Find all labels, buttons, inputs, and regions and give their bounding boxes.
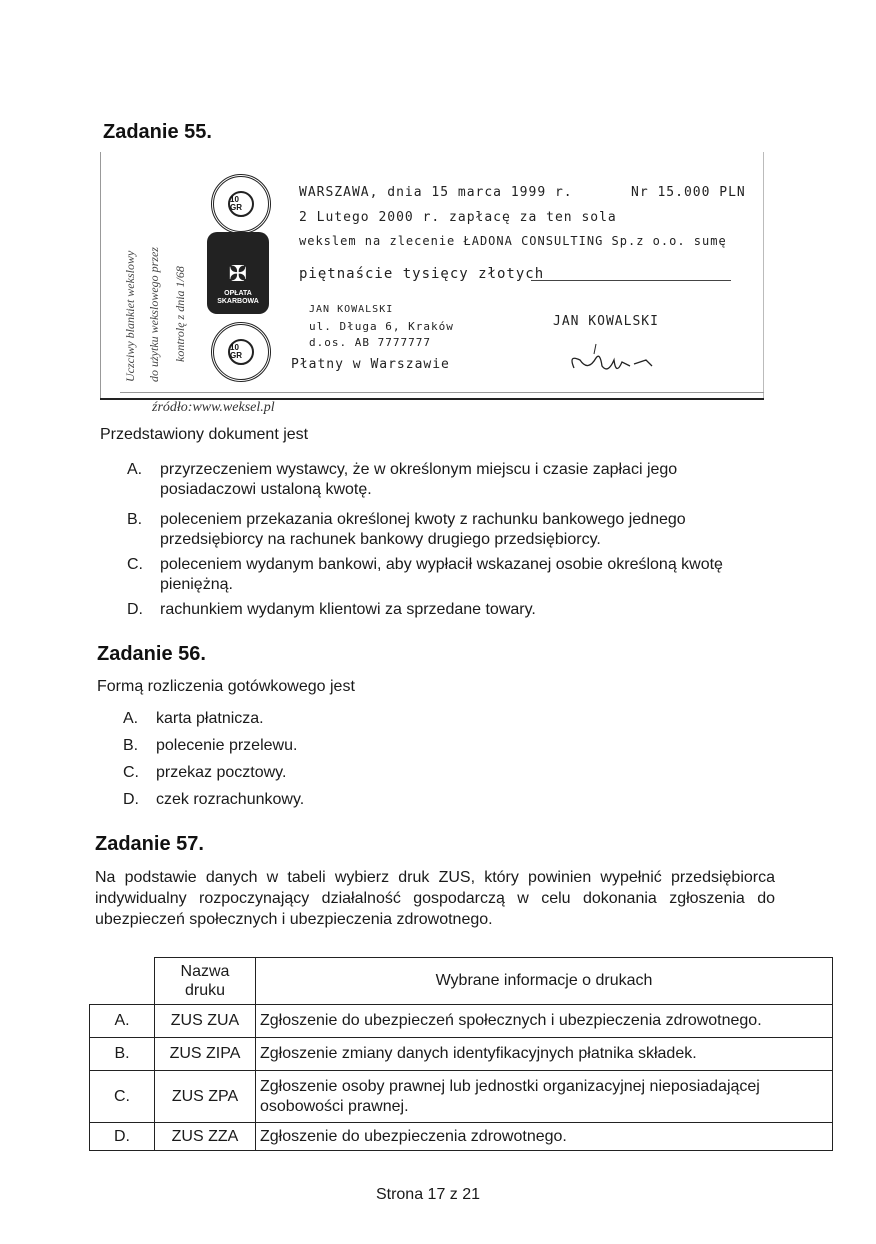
fee-stamp-top: 10 GR bbox=[211, 174, 271, 234]
row-letter: C. bbox=[90, 1071, 155, 1123]
task57-title: Zadanie 57. bbox=[95, 833, 204, 855]
cheque-vertical-text-3: kontrolę z dnia 1/68 bbox=[173, 266, 187, 362]
table-header-name: Nazwa druku bbox=[155, 958, 256, 1005]
payable-place: Płatny w Warszawie bbox=[291, 357, 450, 372]
cheque-vertical-text-1: Uczciwy blankiet wekslowy bbox=[123, 250, 137, 382]
eagle-icon: ✠ bbox=[228, 261, 248, 286]
page-number: Strona 17 z 21 bbox=[375, 1186, 481, 1203]
drawee-address: ul. Długa 6, Kraków bbox=[309, 320, 454, 333]
zus-forms-table bbox=[89, 957, 833, 1151]
cheque-order-line: wekslem na zlecenie ŁADONA CONSULTING Sp.z o.o. sumę bbox=[299, 234, 727, 248]
row-letter: B. bbox=[90, 1038, 155, 1071]
drawee-name: JAN KOWALSKI bbox=[309, 304, 394, 315]
table-row[interactable] bbox=[90, 1071, 833, 1123]
task56-question: Formą rozliczenia gotówkowego jest bbox=[97, 678, 355, 695]
row-form-info: Zgłoszenie do ubezpieczenia zdrowotnego. bbox=[256, 1123, 833, 1151]
cheque-place-date: WARSZAWA, dnia 15 marca 1999 r. bbox=[299, 185, 573, 200]
table-header-empty bbox=[90, 958, 155, 1005]
drawee-id: d.os. AB 7777777 bbox=[309, 336, 431, 349]
fee-stamp-middle: ✠ OPŁATA SKARBOWA bbox=[207, 232, 269, 314]
row-form-name: ZUS ZPA bbox=[155, 1071, 256, 1123]
task57-question: Na podstawie danych w tabeli wybierz druk ZUS, który powinien wypełnić przedsiębiorca indywidualny rozpoczynający działalność gospodarczą w celu dokonania zgłoszenia do ubezpieczeń społecznych i ubezpieczenia zdrowotnego. bbox=[95, 869, 775, 928]
row-form-name: ZUS ZIPA bbox=[155, 1038, 256, 1071]
cheque-pay-line: 2 Lutego 2000 r. zapłacę za ten sola bbox=[299, 210, 617, 225]
fee-stamp-bottom: 10 GR bbox=[211, 322, 271, 382]
row-form-name: ZUS ZUA bbox=[155, 1005, 256, 1038]
row-letter: D. bbox=[90, 1123, 155, 1151]
cheque-vertical-text-2: do użytku wekslowego przez bbox=[147, 247, 161, 382]
image-source: źródło:www.weksel.pl bbox=[152, 400, 275, 415]
row-letter: A. bbox=[90, 1005, 155, 1038]
row-form-info: Zgłoszenie zmiany danych identyfikacyjnych płatnika składek. bbox=[256, 1038, 833, 1071]
task56-title: Zadanie 56. bbox=[97, 643, 206, 665]
table-header-row bbox=[90, 958, 833, 1005]
table-row[interactable] bbox=[90, 1005, 833, 1038]
task55-question: Przedstawiony dokument jest bbox=[100, 426, 309, 443]
signature-name: JAN KOWALSKI bbox=[553, 314, 659, 329]
bill-of-exchange-image bbox=[100, 152, 764, 400]
table-row[interactable] bbox=[90, 1123, 833, 1151]
table-header-info: Wybrane informacje o drukach bbox=[256, 958, 833, 1005]
row-form-name: ZUS ZZA bbox=[155, 1123, 256, 1151]
cheque-frame-line bbox=[120, 392, 764, 393]
task55-title: Zadanie 55. bbox=[103, 121, 212, 143]
signature-scribble bbox=[566, 340, 666, 380]
table-row[interactable] bbox=[90, 1038, 833, 1071]
row-form-info: Zgłoszenie osoby prawnej lub jednostki organizacyjnej nieposiadającej osobowości prawnej. bbox=[256, 1071, 833, 1123]
row-form-info: Zgłoszenie do ubezpieczeń społecznych i ubezpieczenia zdrowotnego. bbox=[256, 1005, 833, 1038]
cheque-amount: Nr 15.000 PLN bbox=[631, 185, 746, 200]
cheque-words-underline bbox=[531, 280, 731, 281]
cheque-words-line: piętnaście tysięcy złotych bbox=[299, 266, 545, 282]
